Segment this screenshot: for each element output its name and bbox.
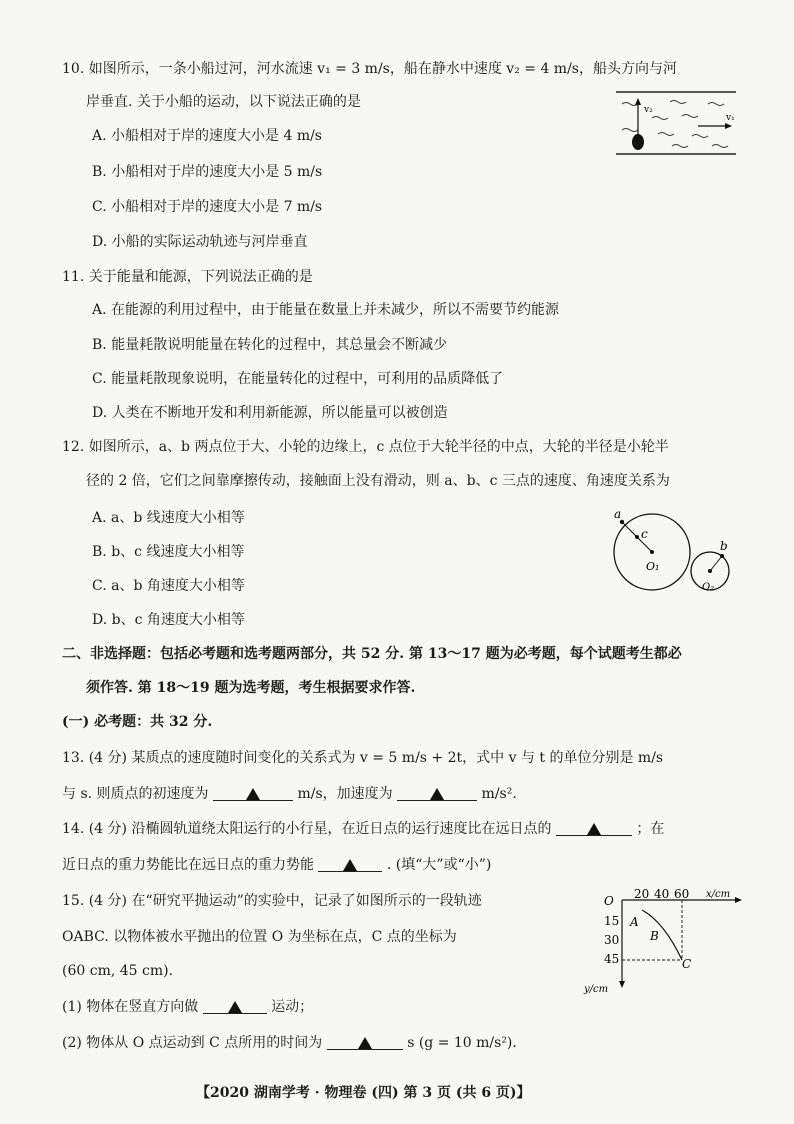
q15-sub2 bbox=[62, 1034, 517, 1052]
q12-option-d: D. b、c 角速度大小相等 bbox=[92, 612, 245, 628]
o1-label: O₁ bbox=[646, 560, 660, 573]
q14-blank-potential-energy[interactable] bbox=[318, 856, 382, 872]
x-tick-60: 60 bbox=[674, 888, 690, 901]
q13-blank-acceleration[interactable] bbox=[397, 785, 477, 801]
triangle-icon bbox=[343, 859, 357, 871]
v1-label: v₁ bbox=[726, 113, 735, 123]
y-tick-30: 30 bbox=[604, 933, 620, 947]
v2-label: v₂ bbox=[644, 105, 653, 115]
q10-option-b: B. 小船相对于岸的速度大小是 5 m/s bbox=[92, 164, 323, 180]
q11-option-c: C. 能量耗散现象说明，在能量转化的过程中，可利用的品质降低了 bbox=[92, 371, 504, 387]
q14-line2 bbox=[62, 856, 491, 874]
y-axis-label: y/cm bbox=[584, 984, 609, 995]
river-boat-figure bbox=[612, 88, 740, 158]
q10-line2: 岸垂直. 关于小船的运动，以下说法正确的是 bbox=[86, 94, 361, 110]
q14-line1 bbox=[62, 820, 664, 838]
q12-line2: 径的 2 倍，它们之间靠摩擦传动，接触面上没有滑动，则 a、b、c 三点的速度、角速度关系为 bbox=[86, 473, 670, 489]
q13-text-a: 与 s. 则质点的初速度为 bbox=[62, 786, 209, 802]
q13-text-c: m/s². bbox=[481, 786, 517, 802]
q10-line1: 10. 如图所示，一条小船过河，河水流速 v₁ = 3 m/s，船在静水中速度 v₂ = 4 m/s，船头方向与河 bbox=[62, 61, 677, 77]
triangle-icon bbox=[587, 823, 601, 835]
point-c-label: c bbox=[641, 527, 648, 541]
projectile-trajectory-figure bbox=[578, 888, 746, 996]
q14-blank-speed[interactable] bbox=[556, 820, 632, 836]
triangle-icon bbox=[228, 1001, 242, 1013]
triangle-icon bbox=[430, 788, 444, 800]
q14-text-d: . (填“大”或“小”) bbox=[386, 857, 492, 873]
q15-sub1-text-a: (1) 物体在竖直方向做 bbox=[62, 999, 199, 1015]
q10-option-c: C. 小船相对于岸的速度大小是 7 m/s bbox=[92, 199, 323, 215]
q15-blank-time[interactable] bbox=[327, 1034, 403, 1050]
section2-line1: 二、非选择题：包括必考题和选考题两部分，共 52 分. 第 13～17 题为必考题，每个试题考生都必 bbox=[62, 646, 682, 662]
page-footer: 【2020 湖南学考 · 物理卷 (四) 第 3 页 (共 6 页)】 bbox=[196, 1085, 531, 1101]
q15-line3: (60 cm, 45 cm). bbox=[62, 963, 174, 979]
q11-line1: 11. 关于能量和能源，下列说法正确的是 bbox=[62, 269, 313, 285]
point-a-label: a bbox=[614, 507, 622, 521]
q11-option-b: B. 能量耗散说明能量在转化的过程中，其总量会不断减少 bbox=[92, 337, 448, 353]
q15-line2: OABC. 以物体被水平抛出的位置 O 为坐标在点，C 点的坐标为 bbox=[62, 929, 457, 945]
triangle-icon bbox=[358, 1037, 372, 1049]
q12-option-c: C. a、b 角速度大小相等 bbox=[92, 578, 245, 594]
q12-line1: 12. 如图所示，a、b 两点位于大、小轮的边缘上，c 点位于大轮半径的中点，大轮的半径是小轮半 bbox=[62, 439, 669, 455]
q13-text-b: m/s，加速度为 bbox=[297, 786, 393, 802]
x-tick-20: 20 bbox=[634, 888, 650, 901]
point-C-label: C bbox=[682, 957, 692, 971]
x-tick-40: 40 bbox=[654, 888, 670, 901]
q12-option-a: A. a、b 线速度大小相等 bbox=[92, 510, 245, 526]
q15-sub1 bbox=[62, 998, 313, 1016]
q13-line1: 13. (4 分) 某质点的速度随时间变化的关系式为 v = 5 m/s + 2t，式中 v 与 t 的单位分别是 m/s bbox=[62, 750, 664, 766]
y-tick-45: 45 bbox=[604, 952, 620, 966]
q11-option-a: A. 在能源的利用过程中，由于能量在数量上并未减少，所以不需要节约能源 bbox=[92, 302, 560, 318]
x-axis-label: x/cm bbox=[706, 889, 731, 900]
wheels-figure bbox=[602, 500, 742, 600]
point-B-label: B bbox=[650, 929, 659, 943]
q14-text-a: 14. (4 分) 沿椭圆轨道绕太阳运行的小行星，在近日点的运行速度比在远日点的 bbox=[62, 821, 552, 837]
q10-option-a: A. 小船相对于岸的速度大小是 4 m/s bbox=[92, 128, 322, 144]
q13-blank-initial-velocity[interactable] bbox=[213, 785, 293, 801]
section2-line2: 须作答. 第 18～19 题为选考题，考生根据要求作答. bbox=[86, 680, 416, 696]
q15-line1: 15. (4 分) 在“研究平抛运动”的实验中，记录了如图所示的一段轨迹 bbox=[62, 893, 482, 909]
q13-line2 bbox=[62, 785, 517, 803]
q15-sub2-text-a: (2) 物体从 O 点运动到 C 点所用的时间为 bbox=[62, 1035, 323, 1051]
o2-label: O₂ bbox=[702, 582, 715, 593]
q12-option-b: B. b、c 线速度大小相等 bbox=[92, 544, 245, 560]
origin-label: O bbox=[604, 894, 614, 908]
q10-option-d: D. 小船的实际运动轨迹与河岸垂直 bbox=[92, 234, 308, 250]
point-b-label: b bbox=[720, 539, 728, 553]
q15-blank-motion[interactable] bbox=[203, 998, 267, 1014]
q15-sub1-text-b: 运动； bbox=[271, 999, 314, 1015]
q14-text-c: 近日点的重力势能比在远日点的重力势能 bbox=[62, 857, 314, 873]
q14-text-b: ；在 bbox=[636, 821, 665, 837]
section2-sub: (一) 必考题：共 32 分. bbox=[62, 714, 213, 730]
point-A-label: A bbox=[630, 915, 639, 929]
q11-option-d: D. 人类在不断地开发和利用新能源，所以能量可以被创造 bbox=[92, 405, 448, 421]
triangle-icon bbox=[246, 788, 260, 800]
y-tick-15: 15 bbox=[604, 914, 620, 928]
q15-sub2-text-b: s (g = 10 m/s²). bbox=[407, 1035, 517, 1051]
